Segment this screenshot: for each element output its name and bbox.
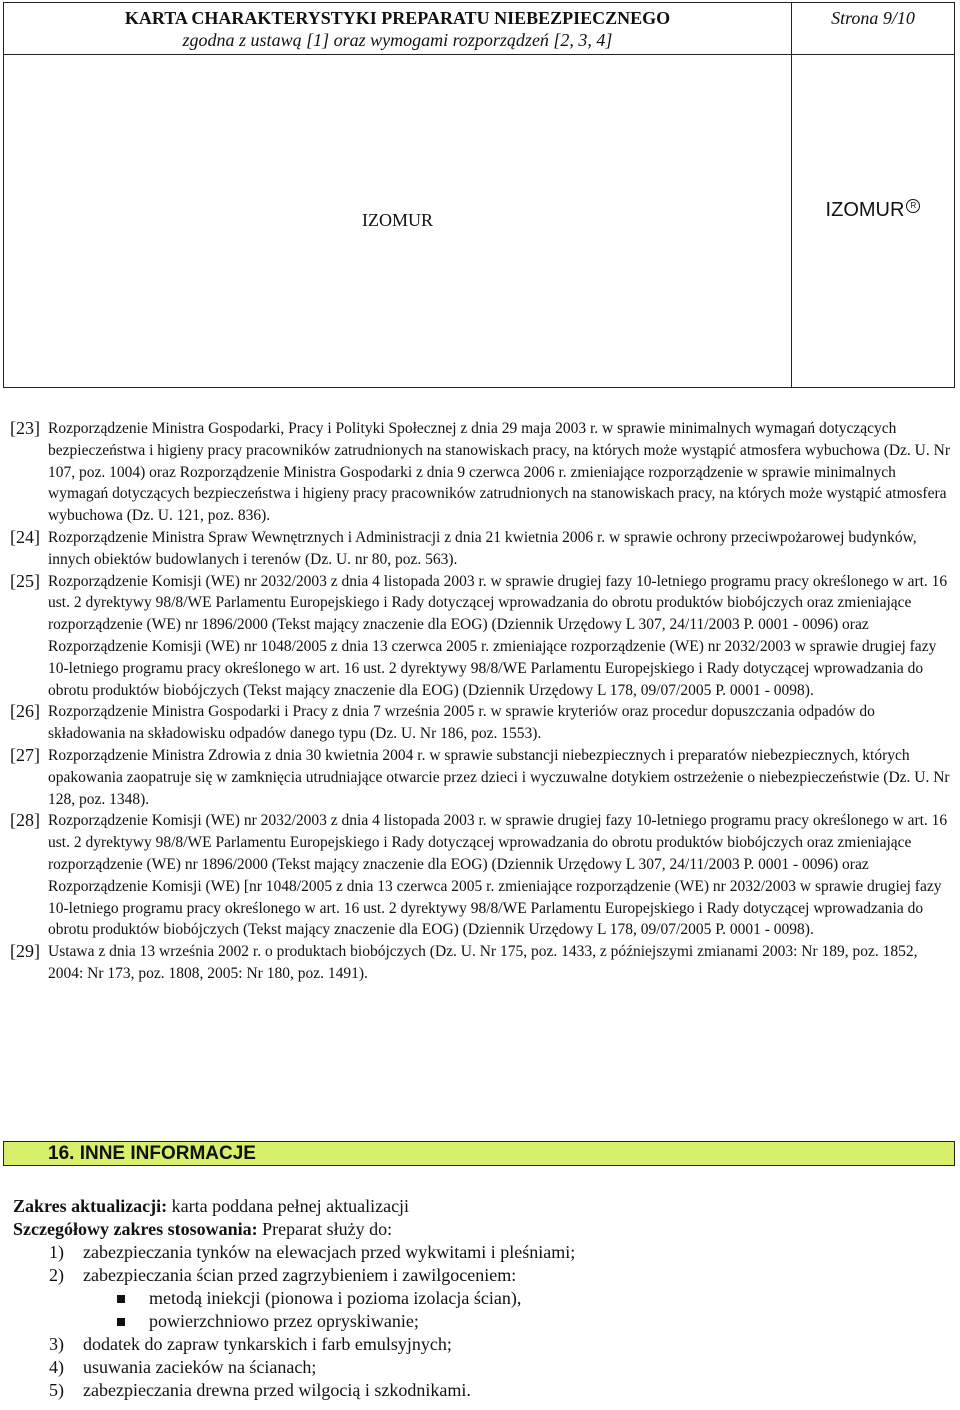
list-item-text: usuwania zacieków na ścianach; [83, 1357, 317, 1377]
list-item-number: 5) [49, 1380, 64, 1400]
reference-number: [24] [10, 526, 40, 547]
document-subtitle: zgodna z ustawą [1] oraz wymogami rozporządzeń [2, 3, 4] [182, 30, 613, 50]
reference-number: [23] [10, 418, 40, 438]
sub-list-item [13, 1310, 943, 1333]
company-name: IZOMUR [362, 210, 433, 230]
document-title: KARTA CHARAKTERYSTYKI PREPARATU NIEBEZPIECZNEGO [124, 8, 671, 28]
list-item [13, 1379, 943, 1402]
reference-text: Rozporządzenie Komisji (WE) nr 2032/2003 z dnia 4 listopada 2003 r. w sprawie drugiej fazy 10-letniego programu pracy określonego w art. 16 ust. 2 dyrektywy 98/8/WE Parlamentu Europejskiego i Rady dotyczącej wprowadzania do obrotu produktów biobójczych oraz zmieniające rozporządzenie (WE) nr 1896/2000 (Tekst mający znaczenie dla EOG) (Dziennik Urzędowy L 307, 24/11/2003 P. 0001 - 0096) oraz Rozporządzenie Komisji (WE) nr 1048/2005 z dnia 13 czerwca 2005 r. zmieniające rozporządzenie (WE) nr 2032/2003 w sprawie drugiej fazy 10-letniego programu pracy określonego w art. 16 ust. 2 dyrektywy 98/8/WE Parlamentu Europejskiego i Rady dotyczącej wprowadzania do obrotu produktów biobójczych (Tekst mający znaczenie dla EOG) (Dziennik Urzędowy L 178, 09/07/2005 P. 0001 - 0098). [48, 572, 948, 699]
reference-number: [25] [10, 570, 40, 591]
header-divider-right [792, 54, 954, 55]
usage-scope [13, 1218, 943, 1241]
reference-item [8, 941, 952, 985]
usage-scope-value: Preparat służy do: [257, 1219, 393, 1239]
reference-text: Rozporządzenie Ministra Zdrowia z dnia 30 kwietnia 2004 r. w sprawie substancji niebezpiecznych i preparatów niebezpiecznych, których opakowania zaopatruje się w zamknięcia utrudniające otwarcie przez dzieci i wyczuwalne dotykiem ostrzeżenie o niebezpieczeństwie (Dz. U. Nr 128, poz. 1348). [48, 746, 950, 808]
list-item [13, 1356, 943, 1379]
header-right-cell [792, 3, 954, 387]
sub-list-item [13, 1287, 943, 1310]
list-item [13, 1241, 943, 1264]
list-item [13, 1264, 943, 1287]
references-list [8, 418, 952, 985]
company-logo-name: IZOMUR [825, 199, 905, 221]
header-divider [4, 54, 791, 55]
reference-number: [27] [10, 744, 40, 765]
list-item [13, 1333, 943, 1356]
reference-item [8, 745, 952, 810]
reference-item [8, 810, 952, 941]
square-bullet-icon [117, 1295, 125, 1303]
reference-number: [29] [10, 941, 40, 962]
other-information [13, 1195, 943, 1402]
document-header [3, 2, 955, 388]
reference-number: [28] [10, 810, 40, 831]
update-scope-label: Zakres aktualizacji: [13, 1196, 168, 1216]
company-logo-text [792, 199, 954, 222]
reference-item [8, 527, 952, 571]
list-item-text: zabezpieczania ścian przed zagrzybieniem i zawilgoceniem: [83, 1265, 517, 1285]
list-item-text: zabezpieczania drewna przed wilgocią i szkodnikami. [83, 1380, 471, 1400]
list-item-number: 2) [49, 1265, 64, 1285]
list-item-number: 1) [49, 1242, 64, 1262]
reference-text: Rozporządzenie Ministra Gospodarki, Pracy i Polityki Społecznej z dnia 29 maja 2003 r. w sprawie minimalnych wymagań dotyczących bezpieczeństwa i higieny pracy pracowników zatrudnionych na stanowiskach pracy, na których może wystąpić atmosfera wybuchowa (Dz. U. Nr 107, poz. 1004) oraz Rozporządzenie Ministra Gospodarki z dnia 9 czerwca 2006 r. zmieniające rozporządzenie w sprawie minimalnych wymagań dotyczących bezpieczeństwa i higieny pracy pracowników zatrudnionych na stanowiskach pracy, na których może wystąpić atmosfera wybuchowa (Dz. U. 121, poz. 836). [48, 420, 950, 525]
reference-text: Rozporządzenie Ministra Gospodarki i Pracy z dnia 7 września 2005 r. w sprawie kryteriów oraz procedur dopuszczania odpadów do składowania na składowisku odpadów danego typu (Dz. U. Nr 186, poz. 1553). [48, 703, 875, 743]
sub-list-item-text: powierzchniowo przez opryskiwanie; [149, 1311, 419, 1331]
page-number: Strona 9/10 [831, 8, 915, 28]
reference-number: [26] [10, 701, 40, 722]
square-bullet-icon [117, 1318, 125, 1326]
header-left-cell [4, 3, 792, 387]
list-item-text: dodatek do zapraw tynkarskich i farb emulsyjnych; [83, 1334, 452, 1354]
reference-item [8, 571, 952, 702]
section-title: 16. INNE INFORMACJE [48, 1143, 256, 1164]
reference-text: Ustawa z dnia 13 września 2002 r. o produktach biobójczych (Dz. U. Nr 175, poz. 1433, z późniejszymi zmianami 2003: Nr 189, poz. 1852, 2004: Nr 173, poz. 1808, 2005: Nr 180, poz. 1491). [48, 943, 918, 982]
list-item-number: 4) [49, 1357, 64, 1377]
section-header-bar [3, 1141, 955, 1166]
reference-text: Rozporządzenie Ministra Spraw Wewnętrznych i Administracji z dnia 21 kwietnia 2006 r. w sprawie ochrony przeciwpożarowej budynków, innych obiektów budowlanych i terenów (Dz. U. nr 80, poz. 563). [48, 528, 917, 568]
list-item-number: 3) [49, 1334, 64, 1354]
list-item-text: zabezpieczania tynków na elewacjach przed wykwitami i pleśniami; [83, 1242, 576, 1262]
update-scope [13, 1195, 943, 1218]
sub-list-item-text: metodą iniekcji (pionowa i pozioma izolacja ścian), [149, 1288, 522, 1308]
reference-item [8, 418, 952, 527]
reference-item [8, 701, 952, 745]
usage-scope-label: Szczegółowy zakres stosowania: [13, 1219, 258, 1239]
update-scope-value: karta poddana pełnej aktualizacji [167, 1196, 410, 1216]
reference-text: Rozporządzenie Komisji (WE) nr 2032/2003 z dnia 4 listopada 2003 r. w sprawie drugiej fazy 10-letniego programu pracy określonego w art. 16 ust. 2 dyrektywy 98/8/WE Parlamentu Europejskiego i Rady dotyczącej wprowadzania do obrotu produktów biobójczych oraz zmieniające rozporządzenie (WE) nr 1896/2000 (Tekst mający znaczenie dla EOG) (Dziennik Urzędowy L 307, 24/11/2003 P. 0001 - 0096) oraz Rozporządzenie Komisji (WE) [nr 1048/2005 z dnia 13 czerwca 2005 r. zmieniające rozporządzenie (WE) nr 2032/2003 w sprawie drugiej fazy 10-letniego programu pracy określonego w art. 16 ust. 2 dyrektywy 98/8/WE Parlamentu Europejskiego i Rady dotyczącej wprowadzania do obrotu produktów biobójczych (Tekst mający znaczenie dla EOG) (Dziennik Urzędowy L 178, 09/07/2005 P. 0001 - 0098). [48, 812, 948, 939]
registered-trademark-icon: R [906, 199, 920, 213]
